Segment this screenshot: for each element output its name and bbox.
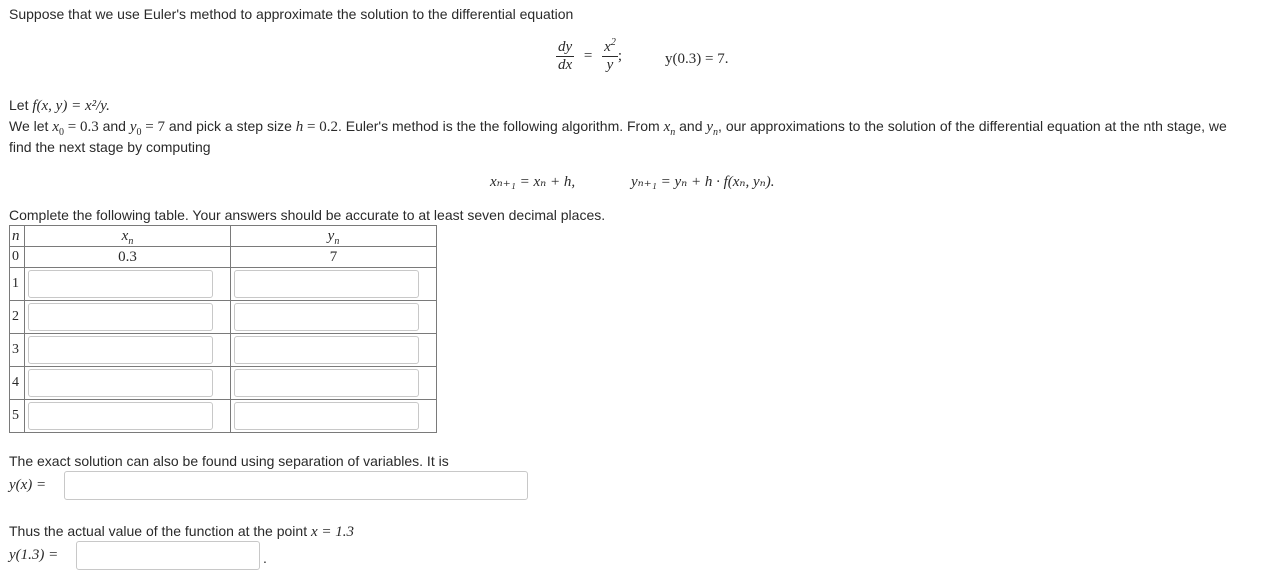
x3-input[interactable] [28,336,213,364]
euler-table [9,225,437,433]
table-row [10,247,437,268]
x1-input[interactable] [28,270,213,298]
dy: dy [558,39,573,55]
x2-over-y-fraction [602,39,618,74]
intro-text: Suppose that we use Euler's method to approximate the solution to the differential equation [9,6,574,22]
table-row [10,367,437,400]
h-eq: = 0.2 [307,119,338,135]
ode-equation: $\frac{dy}{dx}$ = $\frac{x^2}{y}$ ; [558,37,622,73]
formula-ynext: yₙ₊₁ = yₙ + h · f(xₙ, yₙ). [631,174,775,190]
initial-condition: y(0.3) = 7. [665,51,729,67]
exact-label: y(x) = [9,477,47,493]
x4-input[interactable] [28,369,213,397]
row0-x: 0.3 [25,247,231,268]
row0-y: 7 [231,247,437,268]
actual-period: . [263,550,267,566]
dy-dx-fraction [556,39,574,74]
y5-input[interactable] [234,402,419,430]
exact-prompt: The exact solution can also be found using separation of variables. It is [9,453,449,469]
table-row [10,301,437,334]
x: x [604,39,611,55]
y: y [606,57,614,73]
p-t2: and [102,118,126,134]
header-x: $x_n$ [25,226,231,247]
actual-prompt: Thus the actual value of the function at the point [9,523,308,539]
y3-input[interactable] [234,336,419,364]
p-t3: and pick a step size [168,118,292,134]
row1-n: 1 [10,268,25,301]
table-row [10,400,437,433]
y0-eq: = 7 [145,119,165,135]
let-prefix: Let [9,97,29,113]
let-math: f(x, y) = x²/y. [32,98,110,114]
header-y: $y_n$ [231,226,437,247]
p-t4: . Euler's method is the the following algorithm. From [337,118,660,134]
y2-input[interactable] [234,303,419,331]
formula-xnext: xₙ₊₁ = xₙ + h, [490,174,576,190]
row3-n: 3 [10,334,25,367]
p-t5: and [679,118,703,134]
actual-label: y(1.3) = [9,547,59,563]
actual-prompt-line [9,523,354,541]
exp: 2 [610,37,616,48]
table-row [10,268,437,301]
x2-input[interactable] [28,303,213,331]
exact-solution-input[interactable] [64,471,528,500]
row2-n: 2 [10,301,25,334]
y1-input[interactable] [234,270,419,298]
let-line [9,97,110,115]
x0-eq: = 0.3 [67,119,99,135]
row0-n: 0 [10,247,25,268]
p-t6: , our approximations to the solution of the differential equation at the nth stage, we [718,118,1227,134]
dx: dx [558,57,573,73]
table-prompt: Complete the following table. Your answers should be accurate to at least seven decimal places. [9,207,606,223]
paragraph-line2: find the next stage by computing [9,139,211,155]
header-n: n [10,226,25,247]
paragraph-line1: We let $x_0 = 0.3$ and $y_0 = 7$ and pick a step size h = 0.2. Euler's method is the the following algorithm. From $x_n$ and $y_n$, our approximations to the solution of the differential equation at the nth stage, we [9,118,1227,138]
actual-point: x = 1.3 [310,524,355,540]
y4-input[interactable] [234,369,419,397]
p-t1: We let [9,118,49,134]
x5-input[interactable] [28,402,213,430]
actual-value-input[interactable] [76,541,260,570]
row4-n: 4 [10,367,25,400]
table-row [10,334,437,367]
row5-n: 5 [10,400,25,433]
